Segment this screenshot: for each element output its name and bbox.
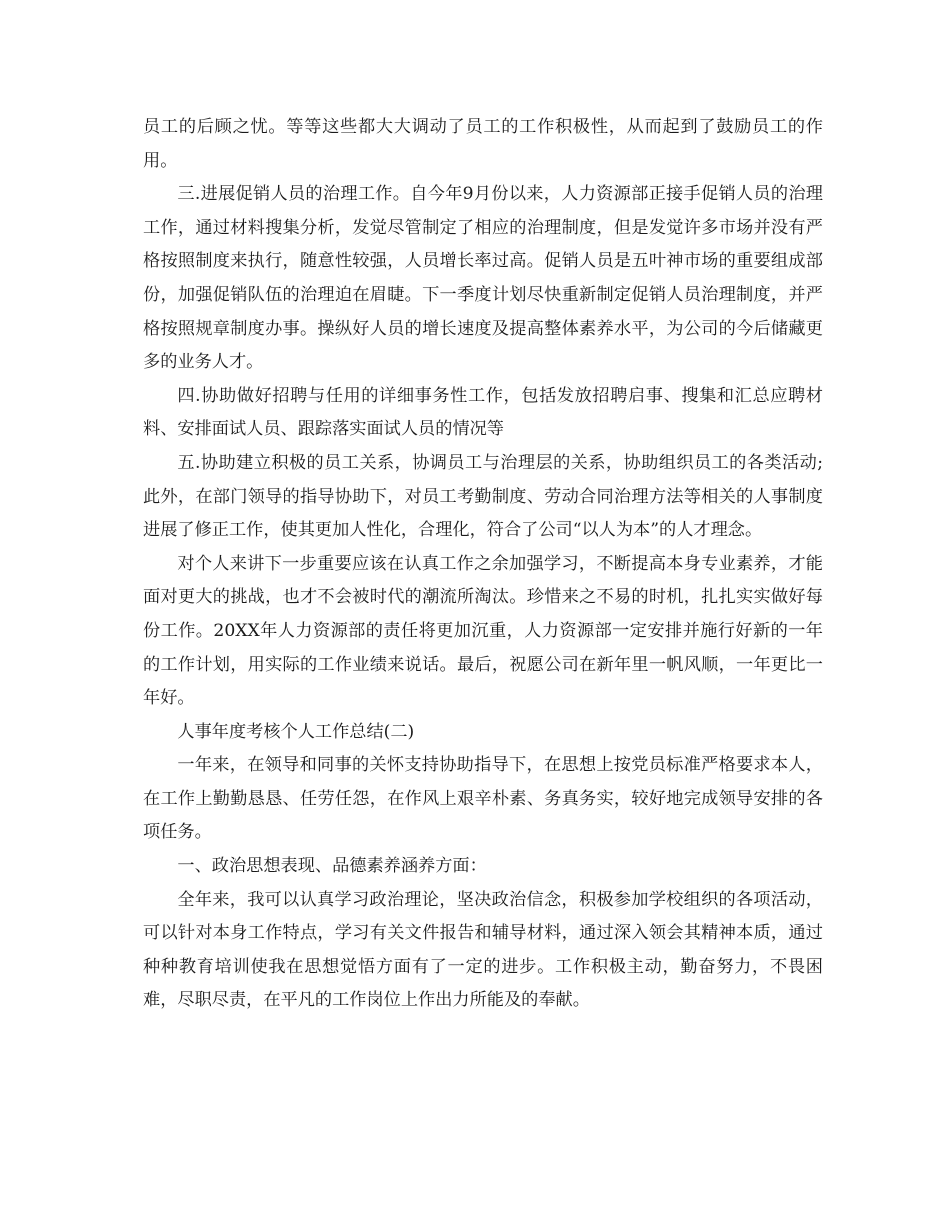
paragraph-personal-outlook: 对个人来讲下一步重要应该在认真工作之余加强学习，不断提高本身专业素养，才能面对更大的挑战，也才不会被时代的潮流所淘汰。珍惜来之不易的时机，扎扎实实做好每份工作。20XX年人力资源部的责任将更加沉重，人力资源部一定安排并施行好新的一年的工作计划，用实际的工作业绩来说话。最后，祝愿公司在新年里一帆风顺，一年更比一年好。 — [143, 553, 823, 709]
paragraph-section-five: 五.协助建立积极的员工关系，协调员工与治理层的关系，协助组织员工的各类活动;此外，在部门领导的指导协助下，对员工考勤制度、劳动合同治理方法等相关的人事制度进展了修正工作，使其更加人性化，合理化，符合了公司“以人为本”的人才理念。 — [143, 452, 823, 541]
document-body — [143, 111, 823, 1018]
paragraph-section-four: 四.协助做好招聘与任用的详细事务性工作，包括发放招聘启事、搜集和汇总应聘材料、安排面试人员、跟踪落实面试人员的情况等 — [143, 385, 823, 440]
subheading-political-thought: 一、政治思想表现、品德素养涵养方面： — [177, 856, 487, 877]
paragraph-section-three: 三.进展促销人员的治理工作。自今年9月份以来，人力资源部正接手促销人员的治理工作，通过材料搜集分析，发觉尽管制定了相应的治理制度，但是发觉许多市场并没有严格按照制度来执行，随意性较强，人员增长率过高。促销人员是五叶神市场的重要组成部份，加强促销队伍的治理迫在眉睫。下一季度计划尽快重新制定促销人员治理制度，并严格按照规章制度办事。操纵好人员的增长速度及提高整体素养水平，为公司的今后储藏更多的业务人才。 — [143, 184, 823, 373]
paragraph-continuation: 员工的后顾之忧。等等这些都大大调动了员工的工作积极性，从而起到了鼓励员工的作用。 — [143, 117, 823, 171]
paragraph-year-overview: 一年来，在领导和同事的关怀支持协助指导下，在思想上按党员标准严格要求本人，在工作上勤勤恳恳、任劳任怨，在作风上艰辛朴素、务真务实，较好地完成领导安排的各项任务。 — [143, 755, 823, 843]
section-heading-summary-two: 人事年度考核个人工作总结(二) — [177, 721, 415, 742]
paragraph-political-study: 全年来，我可以认真学习政治理论，坚决政治信念，积极参加学校组织的各项活动，可以针对本身工作特点，学习有关文件报告和辅导材料，通过深入领会其精神本质，通过种种教育培训使我在思想觉悟方面有了一定的进步。工作积极主动，勤奋努力，不畏困难，尽职尽责，在平凡的工作岗位上作出力所能及的奉献。 — [143, 889, 823, 1011]
